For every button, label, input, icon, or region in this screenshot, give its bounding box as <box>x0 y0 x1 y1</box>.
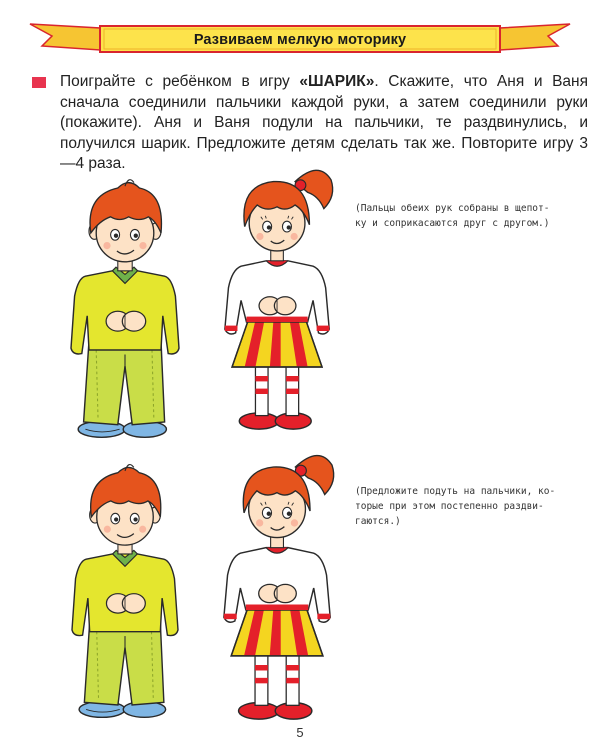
note-line: (Пальцы обеих рук собраны в щепот- <box>355 203 550 214</box>
note-blow-on-fingers <box>355 484 565 529</box>
note-line: ку и соприкасаются друг с другом.) <box>355 218 550 229</box>
girl-illustration-1 <box>205 160 350 430</box>
page-number: 5 <box>296 725 304 740</box>
note-line: (Предложите подуть на пальчики, ко- <box>355 486 556 497</box>
instruction-part2: . Скажите, что Аня и Ваня сначала соединили пальчики каждой руки, а затем соединили руки (покажите). Аня и Ваня подули на пальчики, те раздвинулись, и получился шарик. Предложите детям сделать так же. Повторите игру 3—4 раза. <box>60 73 588 172</box>
bullet-marker <box>32 77 46 88</box>
boy-illustration-2 <box>50 455 200 720</box>
note-line: торые при этом постепенно раздви- <box>355 501 544 512</box>
note-fingers-together <box>355 201 565 231</box>
girl-illustration-2 <box>205 445 350 720</box>
boy-illustration-1 <box>50 170 200 440</box>
section-title: Развиваем мелкую моторику <box>193 32 407 48</box>
game-name: «ШАРИК» <box>299 73 375 90</box>
instruction-part1: Поиграйте с ребёнком в игру <box>60 73 300 90</box>
note-line: гаются.) <box>355 516 401 527</box>
